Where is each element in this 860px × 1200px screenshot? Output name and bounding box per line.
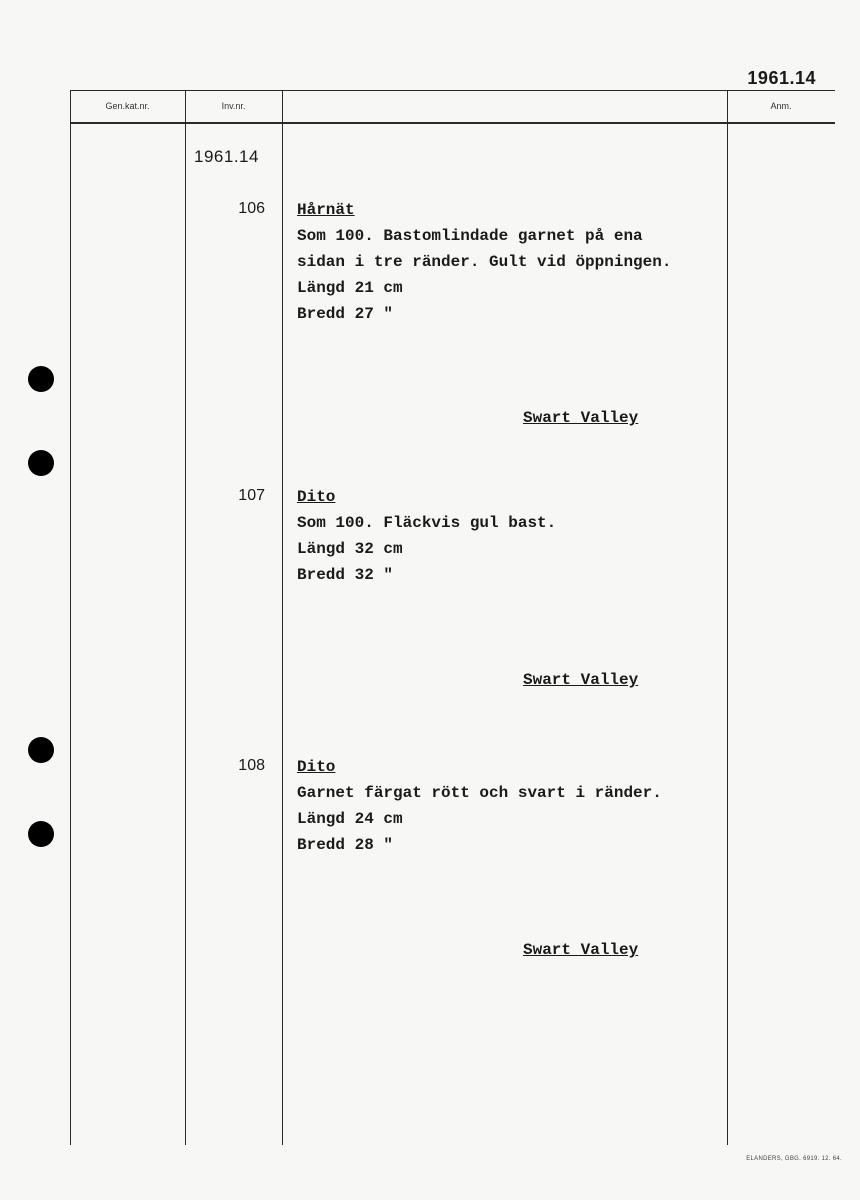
entry-line: Längd 32 cm bbox=[297, 540, 403, 558]
entry-line: Bredd 27 " bbox=[297, 305, 394, 323]
inv-number: 107 bbox=[238, 487, 265, 504]
binder-hole bbox=[28, 821, 54, 847]
entry-source: Swart Valley bbox=[523, 941, 639, 959]
entry-source: Swart Valley bbox=[523, 671, 639, 689]
column-rule-anm bbox=[727, 90, 728, 1145]
header-genkat: Gen.kat.nr. bbox=[105, 101, 150, 111]
entry-line: Bredd 28 " bbox=[297, 836, 394, 854]
catalog-entry bbox=[297, 754, 717, 858]
entry-line: Längd 24 cm bbox=[297, 810, 403, 828]
entry-line: Bredd 32 " bbox=[297, 566, 394, 584]
entry-title: Hårnät bbox=[297, 201, 355, 219]
column-rule-left bbox=[70, 90, 71, 1145]
printer-footer: ELANDERS, GBG. 6919. 12. 64. bbox=[746, 1156, 842, 1162]
catalog-entry bbox=[297, 484, 717, 588]
entry-line: Som 100. Fläckvis gul bast. bbox=[297, 514, 557, 532]
binder-hole bbox=[28, 366, 54, 392]
column-rule-genkat bbox=[185, 90, 186, 1145]
entry-line: Som 100. Bastomlindade garnet på ena bbox=[297, 227, 643, 245]
entry-line: sidan i tre ränder. Gult vid öppningen. bbox=[297, 253, 672, 271]
catalog-entry bbox=[297, 197, 717, 327]
header-anm: Anm. bbox=[770, 101, 792, 111]
entry-line: Längd 21 cm bbox=[297, 279, 403, 297]
inv-number: 106 bbox=[238, 200, 265, 217]
inv-number: 108 bbox=[238, 757, 265, 774]
header-invnr: Inv.nr. bbox=[221, 101, 246, 111]
binder-hole bbox=[28, 450, 54, 476]
entry-line: Garnet färgat rött och svart i ränder. bbox=[297, 784, 662, 802]
entry-source: Swart Valley bbox=[523, 409, 639, 427]
binder-hole bbox=[28, 737, 54, 763]
column-rule-invnr bbox=[282, 90, 283, 1145]
entry-title: Dito bbox=[297, 488, 336, 506]
entry-title: Dito bbox=[297, 758, 336, 776]
year-label: 1961.14 bbox=[194, 147, 259, 166]
page-number: 1961.14 bbox=[747, 68, 816, 88]
